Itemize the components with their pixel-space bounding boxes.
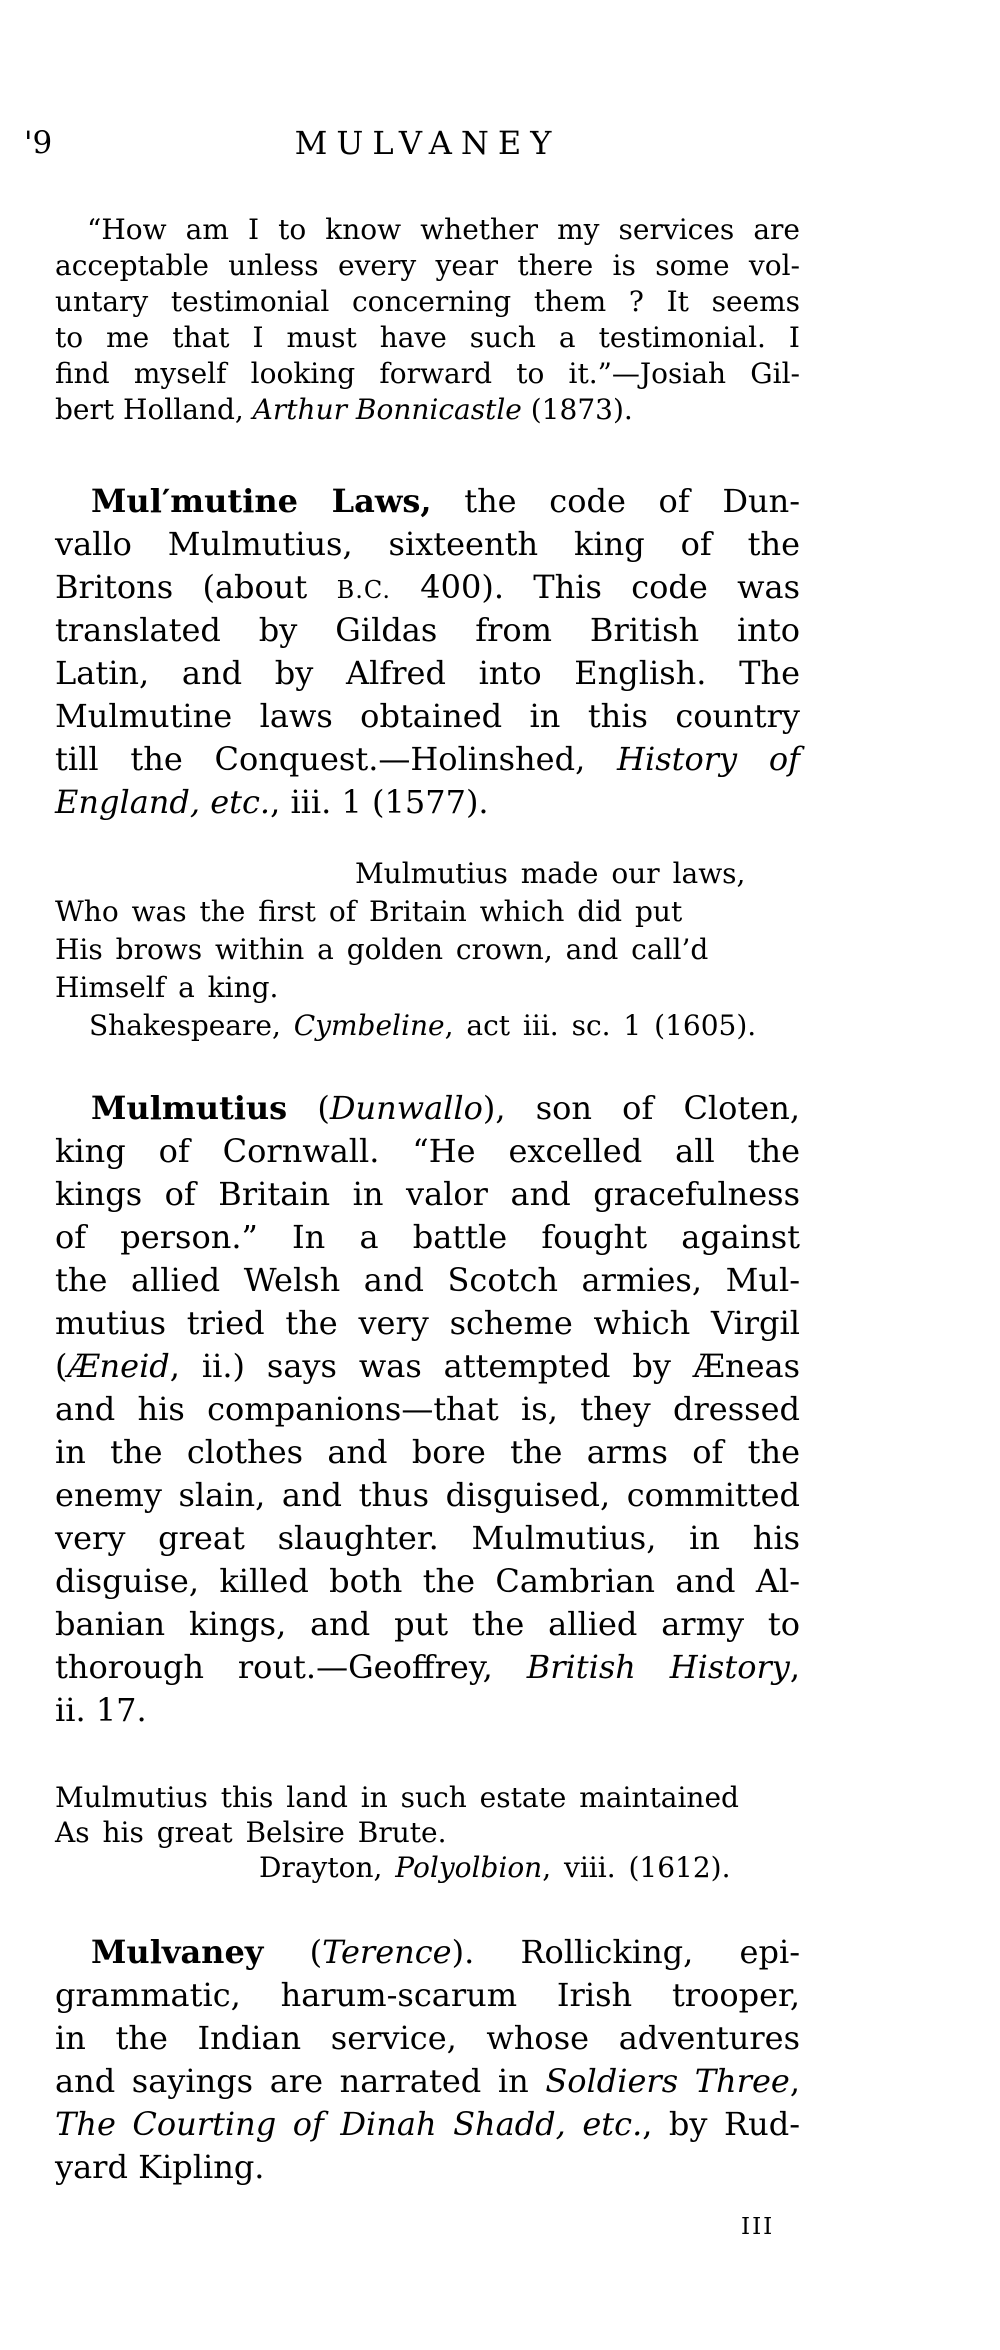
text-line [55, 1130, 800, 1173]
plain-text: , [789, 1648, 801, 1686]
plain-text: Drayton, [259, 1851, 396, 1884]
plain-text: in the Indian service, whose adventures [55, 2019, 800, 2057]
text-line [55, 1388, 800, 1431]
text-line [55, 1345, 800, 1388]
plain-text: bert Holland, [55, 393, 253, 426]
plain-text: , iii. 1 (1577). [270, 783, 489, 821]
plain-text: Britons (about [55, 568, 337, 606]
text-line [55, 1560, 800, 1603]
text-line [55, 1646, 800, 1689]
text-line [55, 855, 800, 893]
italic-text: Polyolbion [395, 1851, 543, 1884]
text-line [55, 392, 800, 428]
text-line [55, 1689, 800, 1732]
plain-text: translated by Gildas from British into [55, 611, 800, 649]
plain-text: 400). This code was [390, 568, 801, 606]
text-line [55, 695, 800, 738]
plain-text: untary testimonial concerning them ? It seems [55, 285, 800, 318]
plain-text: As his great Belsire Brute. [55, 1816, 447, 1849]
text-line [55, 566, 800, 609]
text-line [55, 969, 800, 1007]
plain-text: find myself looking forward to it.”—Josiah Gil- [55, 357, 800, 390]
text-line [55, 1431, 800, 1474]
plain-text: yard Kipling. [55, 2148, 265, 2186]
text-line [55, 284, 800, 320]
entry-mulmutine-laws [55, 480, 800, 824]
plain-text: “How am I to know whether my services are [87, 213, 800, 246]
plain-text: acceptable unless every year there is some vol- [55, 249, 800, 282]
plain-text: the allied Welsh and Scotch armies, Mul- [55, 1261, 800, 1299]
plain-text: banian kings, and put the allied army to [55, 1605, 800, 1643]
running-title: MULVANEY [294, 124, 561, 162]
plain-text: ( [55, 1347, 68, 1385]
text-line [55, 480, 800, 523]
plain-text: Mulmutius this land in such estate maintained [55, 1781, 739, 1814]
text-line [55, 1302, 800, 1345]
italic-text: The Courting of Dinah Shadd, etc. [55, 2105, 643, 2143]
plain-text: , [789, 2062, 801, 2100]
plain-text: enemy slain, and thus disguised, committed [55, 1476, 800, 1514]
plain-text: vallo Mulmutius, sixteenth king of the [55, 525, 800, 563]
text-line [55, 212, 800, 248]
headword-text: Mul′mutine Laws, [91, 482, 432, 520]
text-line [55, 893, 800, 931]
plain-text: of person.” In a battle fought against [55, 1218, 800, 1256]
plain-text: ). Rollicking, epi- [451, 1933, 801, 1971]
plain-text: thorough rout.—Geoffrey, [55, 1648, 527, 1686]
text-line [55, 523, 800, 566]
plain-text: Shakespeare, [89, 1009, 294, 1042]
plain-text: till the Conquest.—Holinshed, [55, 740, 618, 778]
text-line [55, 1850, 800, 1885]
text-line [55, 248, 800, 284]
headword-text: Mulmutius [91, 1089, 288, 1127]
italic-text: Arthur Bonnicastle [252, 393, 522, 426]
quote-holland [55, 212, 800, 428]
text-line [55, 1815, 800, 1850]
headword-text: Mulvaney [91, 1933, 264, 1971]
text-line [55, 2060, 800, 2103]
text-line [55, 1780, 800, 1815]
plain-text: kings of Britain in valor and gracefulness [55, 1175, 800, 1213]
italic-text: England, etc. [55, 783, 271, 821]
italic-text: Terence [322, 1933, 452, 1971]
text-line [55, 2103, 800, 2146]
text-line [55, 931, 800, 969]
italic-text: History of [617, 740, 801, 778]
text-line [55, 781, 800, 824]
plain-text: , viii. (1612). [542, 1851, 731, 1884]
plain-text: to me that I must have such a testimonial. I [55, 321, 800, 354]
text-line [55, 1216, 800, 1259]
italic-text: Æneid [67, 1347, 170, 1385]
plain-text: the code of Dun- [431, 482, 801, 520]
smallcaps-text: B.C. [336, 576, 391, 604]
text-line [55, 1931, 800, 1974]
plain-text: mutius tried the very scheme which Virgil [55, 1304, 800, 1342]
entry-mulmutius [55, 1087, 800, 1732]
page-number: '9 [24, 125, 53, 161]
plain-text: Himself a king. [55, 971, 279, 1004]
plain-text: , ii.) says was attempted by Æneas [169, 1347, 800, 1385]
text-line [55, 1173, 800, 1216]
signature-mark: III [741, 2214, 775, 2240]
plain-text: disguise, killed both the Cambrian and Al- [55, 1562, 800, 1600]
text-line [55, 356, 800, 392]
italic-text: British History [526, 1648, 790, 1686]
plain-text: (1873). [521, 393, 633, 426]
plain-text: Mulmutine laws obtained in this country [55, 697, 800, 735]
plain-text: ( [287, 1089, 330, 1127]
page-header [0, 124, 1000, 166]
plain-text: , act iii. sc. 1 (1605). [444, 1009, 757, 1042]
plain-text: Latin, and by Alfred into English. The [55, 654, 800, 692]
plain-text: , by Rud- [642, 2105, 801, 2143]
text-line [55, 738, 800, 781]
plain-text: and his companions—that is, they dressed [55, 1390, 800, 1428]
text-line [55, 2146, 800, 2189]
plain-text: ( [263, 1933, 323, 1971]
plain-text: in the clothes and bore the arms of the [55, 1433, 800, 1471]
italic-text: Cymbeline [293, 1009, 445, 1042]
plain-text: grammatic, harum-scarum Irish trooper, [55, 1976, 800, 2014]
plain-text: and sayings are narrated in [55, 2062, 546, 2100]
text-line [55, 609, 800, 652]
plain-text: king of Cornwall. “He excelled all the [55, 1132, 800, 1170]
plain-text: Who was the first of Britain which did put [55, 895, 683, 928]
text-line [55, 1474, 800, 1517]
text-line [55, 2017, 800, 2060]
text-line [55, 1087, 800, 1130]
text-line [55, 652, 800, 695]
verse-cymbeline [55, 855, 800, 1045]
text-line [55, 1974, 800, 2017]
text-line [55, 1259, 800, 1302]
italic-text: Dunwallo [329, 1089, 483, 1127]
text-line [55, 1603, 800, 1646]
plain-text: very great slaughter. Mulmutius, in his [55, 1519, 800, 1557]
text-line [55, 320, 800, 356]
plain-text: Mulmutius made our laws, [355, 857, 746, 890]
plain-text: His brows within a golden crown, and call’d [55, 933, 709, 966]
plain-text: ), son of Cloten, [482, 1089, 800, 1127]
text-line [55, 1007, 800, 1045]
entry-mulvaney [55, 1931, 800, 2189]
verse-polyolbion [55, 1780, 800, 1885]
text-line [55, 1517, 800, 1560]
plain-text: ii. 17. [55, 1691, 147, 1729]
italic-text: Soldiers Three [545, 2062, 790, 2100]
